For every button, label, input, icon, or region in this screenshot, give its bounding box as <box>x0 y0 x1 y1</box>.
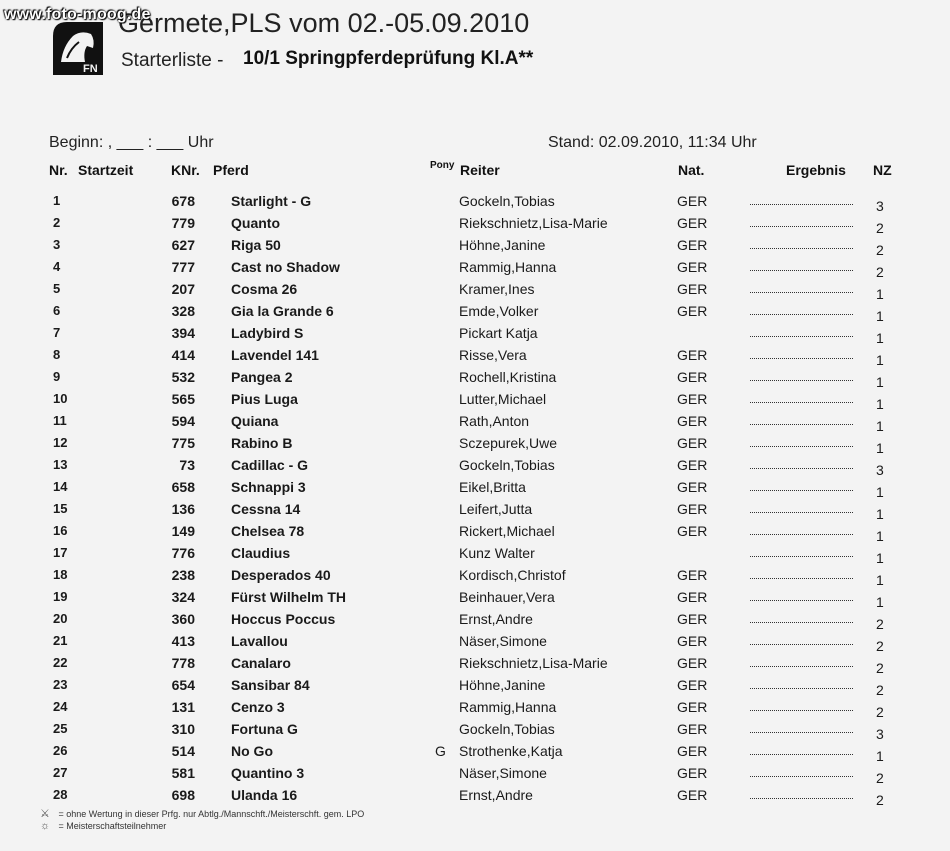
cell-rider: Risse,Vera <box>459 347 527 363</box>
footnote-championship <box>40 820 166 832</box>
cell-nr: 12 <box>53 435 68 450</box>
table-row <box>0 740 950 762</box>
cell-horse: Cast no Shadow <box>231 259 340 275</box>
cell-horse: Ladybird S <box>231 325 304 341</box>
cell-knr: 658 <box>171 479 195 495</box>
cell-knr: 207 <box>171 281 195 297</box>
cell-horse: Sansibar 84 <box>231 677 310 693</box>
cell-nation: GER <box>677 765 708 781</box>
cell-rider: Rath,Anton <box>459 413 530 429</box>
cell-result-blank <box>750 292 853 293</box>
cell-result-blank <box>750 622 853 623</box>
cell-rider: Riekschnietz,Lisa-Marie <box>459 655 608 671</box>
cell-nr: 4 <box>53 259 61 274</box>
cell-result-blank <box>750 732 853 733</box>
cell-horse: Desperados 40 <box>231 567 331 583</box>
table-row <box>0 278 950 300</box>
table-row <box>0 190 950 212</box>
cell-nation: GER <box>677 611 708 627</box>
table-row <box>0 498 950 520</box>
table-row <box>0 322 950 344</box>
cell-nr: 5 <box>53 281 61 296</box>
table-row <box>0 520 950 542</box>
cell-rider: Näser,Simone <box>459 765 547 781</box>
cell-nr: 14 <box>53 479 68 494</box>
cell-nz: 2 <box>876 220 884 236</box>
table-row <box>0 586 950 608</box>
cell-nation: GER <box>677 369 708 385</box>
cell-nation: GER <box>677 215 708 231</box>
cell-nz: 1 <box>876 440 884 456</box>
cell-rider: Pickart Katja <box>459 325 538 341</box>
cell-nr: 21 <box>53 633 68 648</box>
cell-horse: Gia la Grande 6 <box>231 303 334 319</box>
cell-nr: 9 <box>53 369 61 384</box>
table-row <box>0 212 950 234</box>
cell-knr: 413 <box>171 633 195 649</box>
cell-nation: GER <box>677 721 708 737</box>
cell-nr: 17 <box>53 545 68 560</box>
table-row <box>0 300 950 322</box>
table-row <box>0 454 950 476</box>
cell-horse: Lavallou <box>231 633 288 649</box>
cell-result-blank <box>750 512 853 513</box>
cell-nation: GER <box>677 699 708 715</box>
cell-result-blank <box>750 710 853 711</box>
cell-knr: 414 <box>171 347 195 363</box>
cell-nz: 2 <box>876 704 884 720</box>
footnote-text: = ohne Wertung in dieser Prfg. nur Abtlg./Mannschft./Meisterschft. gem. LPO <box>58 809 365 819</box>
cell-pony: G <box>435 743 446 759</box>
cell-nz: 1 <box>876 572 884 588</box>
table-row <box>0 476 950 498</box>
cell-knr: 777 <box>171 259 195 275</box>
cell-rider: Ernst,Andre <box>459 611 533 627</box>
cell-result-blank <box>750 688 853 689</box>
cell-horse: Claudius <box>231 545 291 561</box>
cell-result-blank <box>750 336 853 337</box>
cell-nr: 1 <box>53 193 61 208</box>
cell-result-blank <box>750 600 853 601</box>
cell-nation: GER <box>677 633 708 649</box>
cell-nr: 6 <box>53 303 61 318</box>
cell-nation: GER <box>677 413 708 429</box>
cell-nr: 25 <box>53 721 68 736</box>
cell-knr: 131 <box>171 699 195 715</box>
table-row <box>0 344 950 366</box>
cell-rider: Höhne,Janine <box>459 677 546 693</box>
table-row <box>0 366 950 388</box>
cell-rider: Strothenke,Katja <box>459 743 563 759</box>
cell-knr: 310 <box>171 721 195 737</box>
cell-result-blank <box>750 358 853 359</box>
cell-rider: Höhne,Janine <box>459 237 546 253</box>
cell-horse: Starlight - G <box>231 193 312 209</box>
cell-rider: Kunz Walter <box>459 545 535 561</box>
cell-nr: 26 <box>53 743 68 758</box>
col-knr-header: KNr. <box>171 162 200 178</box>
cell-nz: 2 <box>876 660 884 676</box>
table-row <box>0 410 950 432</box>
cell-knr: 360 <box>171 611 195 627</box>
cell-nation: GER <box>677 523 708 539</box>
cell-result-blank <box>750 556 853 557</box>
cell-rider: Rammig,Hanna <box>459 699 557 715</box>
table-row <box>0 674 950 696</box>
cell-nz: 1 <box>876 396 884 412</box>
cell-horse: Hoccus Poccus <box>231 611 336 627</box>
cell-nr: 7 <box>53 325 61 340</box>
cell-nation: GER <box>677 501 708 517</box>
cell-rider: Gockeln,Tobias <box>459 457 555 473</box>
cell-knr: 678 <box>171 193 195 209</box>
cell-result-blank <box>750 270 853 271</box>
cell-nation: GER <box>677 347 708 363</box>
cell-knr: 698 <box>171 787 195 803</box>
cell-nation: GER <box>677 303 708 319</box>
cell-knr: 654 <box>171 677 195 693</box>
cell-nz: 2 <box>876 770 884 786</box>
cell-nr: 18 <box>53 567 68 582</box>
cell-knr: 627 <box>171 237 195 253</box>
cell-nr: 20 <box>53 611 68 626</box>
cell-rider: Gockeln,Tobias <box>459 193 555 209</box>
cell-result-blank <box>750 490 853 491</box>
cell-result-blank <box>750 248 853 249</box>
cell-nr: 10 <box>53 391 68 406</box>
cell-rider: Sczepurek,Uwe <box>459 435 558 451</box>
cell-rider: Lutter,Michael <box>459 391 547 407</box>
cell-rider: Emde,Volker <box>459 303 539 319</box>
cell-nz: 2 <box>876 242 884 258</box>
sun-badge-icon: ☼ <box>40 820 51 832</box>
footnote-text: = Meisterschaftsteilnehmer <box>58 821 167 831</box>
cell-nation: GER <box>677 391 708 407</box>
table-row <box>0 542 950 564</box>
cell-nr: 13 <box>53 457 68 472</box>
table-row <box>0 564 950 586</box>
cell-nz: 1 <box>876 484 884 500</box>
cell-horse: Ulanda 16 <box>231 787 298 803</box>
table-row <box>0 432 950 454</box>
cell-nr: 27 <box>53 765 68 780</box>
cell-nz: 1 <box>876 418 884 434</box>
table-row <box>0 630 950 652</box>
list-label: Starterliste - <box>121 50 224 71</box>
event-title: Germete,PLS vom 02.-05.09.2010 <box>118 8 530 38</box>
cell-nz: 2 <box>876 616 884 632</box>
cell-nr: 24 <box>53 699 68 714</box>
cell-horse: Quantino 3 <box>231 765 305 781</box>
cell-nz: 2 <box>876 682 884 698</box>
cell-rider: Rochell,Kristina <box>459 369 557 385</box>
cell-nation: GER <box>677 655 708 671</box>
cell-result-blank <box>750 776 853 777</box>
cell-result-blank <box>750 204 853 205</box>
cell-horse: Pangea 2 <box>231 369 293 385</box>
table-row <box>0 652 950 674</box>
cell-nation: GER <box>677 677 708 693</box>
cell-nz: 3 <box>876 198 884 214</box>
cell-horse: No Go <box>231 743 273 759</box>
cell-result-blank <box>750 578 853 579</box>
cell-horse: Fürst Wilhelm TH <box>231 589 346 605</box>
cell-nr: 15 <box>53 501 68 516</box>
table-row <box>0 608 950 630</box>
cell-nz: 1 <box>876 594 884 610</box>
col-reiter-header: Reiter <box>460 162 500 178</box>
col-nz-header: NZ <box>873 162 892 178</box>
cell-result-blank <box>750 402 853 403</box>
cell-rider: Riekschnietz,Lisa-Marie <box>459 215 608 231</box>
table-row <box>0 256 950 278</box>
cell-nz: 1 <box>876 374 884 390</box>
cell-nz: 1 <box>876 748 884 764</box>
competition-name: 10/1 Springpferdeprüfung Kl.A** <box>243 48 534 69</box>
cell-nz: 2 <box>876 264 884 280</box>
cell-rider: Eikel,Britta <box>459 479 526 495</box>
cell-nr: 28 <box>53 787 68 802</box>
table-row <box>0 762 950 784</box>
cell-nz: 1 <box>876 352 884 368</box>
cell-rider: Gockeln,Tobias <box>459 721 555 737</box>
cell-rider: Kordisch,Christof <box>459 567 566 583</box>
cell-result-blank <box>750 424 853 425</box>
cell-result-blank <box>750 666 853 667</box>
cell-nation: GER <box>677 193 708 209</box>
table-row <box>0 696 950 718</box>
cell-nation: GER <box>677 567 708 583</box>
cell-rider: Näser,Simone <box>459 633 547 649</box>
cell-horse: Chelsea 78 <box>231 523 305 539</box>
cell-nation: GER <box>677 281 708 297</box>
cell-nz: 1 <box>876 330 884 346</box>
cell-horse: Quanto <box>231 215 280 231</box>
cell-horse: Rabino B <box>231 435 293 451</box>
cell-nr: 16 <box>53 523 68 538</box>
cell-nz: 1 <box>876 550 884 566</box>
col-pony-header: Pony <box>430 160 455 171</box>
cell-knr: 532 <box>171 369 195 385</box>
cell-horse: Lavendel 141 <box>231 347 319 363</box>
cell-horse: Cessna 14 <box>231 501 301 517</box>
table-row <box>0 718 950 740</box>
col-startzeit-header: Startzeit <box>78 162 134 178</box>
cell-horse: Cenzo 3 <box>231 699 285 715</box>
cell-result-blank <box>750 468 853 469</box>
stand-timestamp: Stand: 02.09.2010, 11:34 Uhr <box>548 134 757 151</box>
cell-horse: Cosma 26 <box>231 281 298 297</box>
cell-knr: 779 <box>171 215 195 231</box>
cell-result-blank <box>750 798 853 799</box>
cell-rider: Ernst,Andre <box>459 787 533 803</box>
cell-nr: 22 <box>53 655 68 670</box>
cell-nation: GER <box>677 259 708 275</box>
cell-nz: 3 <box>876 462 884 478</box>
crossed-swords-icon: ⚔ <box>40 808 50 820</box>
cell-result-blank <box>750 314 853 315</box>
cell-rider: Beinhauer,Vera <box>459 589 555 605</box>
cell-nation: GER <box>677 237 708 253</box>
cell-knr: 775 <box>171 435 195 451</box>
cell-knr: 328 <box>171 303 195 319</box>
cell-knr: 238 <box>171 567 195 583</box>
cell-nr: 19 <box>53 589 68 604</box>
cell-nation: GER <box>677 457 708 473</box>
col-nr-header: Nr. <box>49 162 68 178</box>
starter-table <box>0 190 950 806</box>
cell-nz: 2 <box>876 792 884 808</box>
cell-nz: 1 <box>876 308 884 324</box>
cell-horse: Schnappi 3 <box>231 479 306 495</box>
cell-knr: 778 <box>171 655 195 671</box>
cell-nr: 3 <box>53 237 61 252</box>
cell-result-blank <box>750 226 853 227</box>
cell-rider: Kramer,Ines <box>459 281 535 297</box>
cell-knr: 73 <box>179 457 195 473</box>
cell-nr: 2 <box>53 215 61 230</box>
cell-nation: GER <box>677 589 708 605</box>
table-row <box>0 388 950 410</box>
cell-horse: Quiana <box>231 413 279 429</box>
cell-nr: 11 <box>53 413 67 428</box>
cell-result-blank <box>750 534 853 535</box>
cell-nation: GER <box>677 743 708 759</box>
col-ergebnis-header: Ergebnis <box>786 162 846 178</box>
cell-rider: Leifert,Jutta <box>459 501 533 517</box>
cell-nr: 8 <box>53 347 61 362</box>
svg-text:FN: FN <box>83 63 98 75</box>
cell-nz: 3 <box>876 726 884 742</box>
fn-logo <box>53 22 103 75</box>
cell-knr: 594 <box>171 413 195 429</box>
footnote-unrated <box>40 807 364 820</box>
table-row <box>0 784 950 806</box>
cell-knr: 565 <box>171 391 195 407</box>
horse-head-logo-icon <box>53 22 103 75</box>
cell-knr: 581 <box>171 765 195 781</box>
cell-result-blank <box>750 644 853 645</box>
cell-rider: Rammig,Hanna <box>459 259 557 275</box>
cell-knr: 394 <box>171 325 195 341</box>
cell-rider: Rickert,Michael <box>459 523 555 539</box>
cell-nz: 2 <box>876 638 884 654</box>
cell-horse: Cadillac - G <box>231 457 309 473</box>
cell-knr: 149 <box>171 523 195 539</box>
cell-result-blank <box>750 754 853 755</box>
cell-nation: GER <box>677 479 708 495</box>
cell-result-blank <box>750 446 853 447</box>
cell-horse: Pius Luga <box>231 391 298 407</box>
begin-time: Beginn: , ___ : ___ Uhr <box>49 134 214 151</box>
cell-horse: Riga 50 <box>231 237 281 253</box>
cell-nr: 23 <box>53 677 68 692</box>
col-nat-header: Nat. <box>678 162 705 178</box>
cell-nation: GER <box>677 435 708 451</box>
cell-knr: 324 <box>171 589 195 605</box>
col-pferd-header: Pferd <box>213 162 249 178</box>
cell-horse: Canalaro <box>231 655 291 671</box>
cell-nz: 1 <box>876 528 884 544</box>
watermark: www.foto-moog.de <box>4 6 151 23</box>
cell-nz: 1 <box>876 286 884 302</box>
cell-knr: 514 <box>171 743 195 759</box>
cell-knr: 776 <box>171 545 195 561</box>
cell-nz: 1 <box>876 506 884 522</box>
cell-result-blank <box>750 380 853 381</box>
cell-knr: 136 <box>171 501 195 517</box>
cell-nation: GER <box>677 787 708 803</box>
table-row <box>0 234 950 256</box>
cell-horse: Fortuna G <box>231 721 298 737</box>
